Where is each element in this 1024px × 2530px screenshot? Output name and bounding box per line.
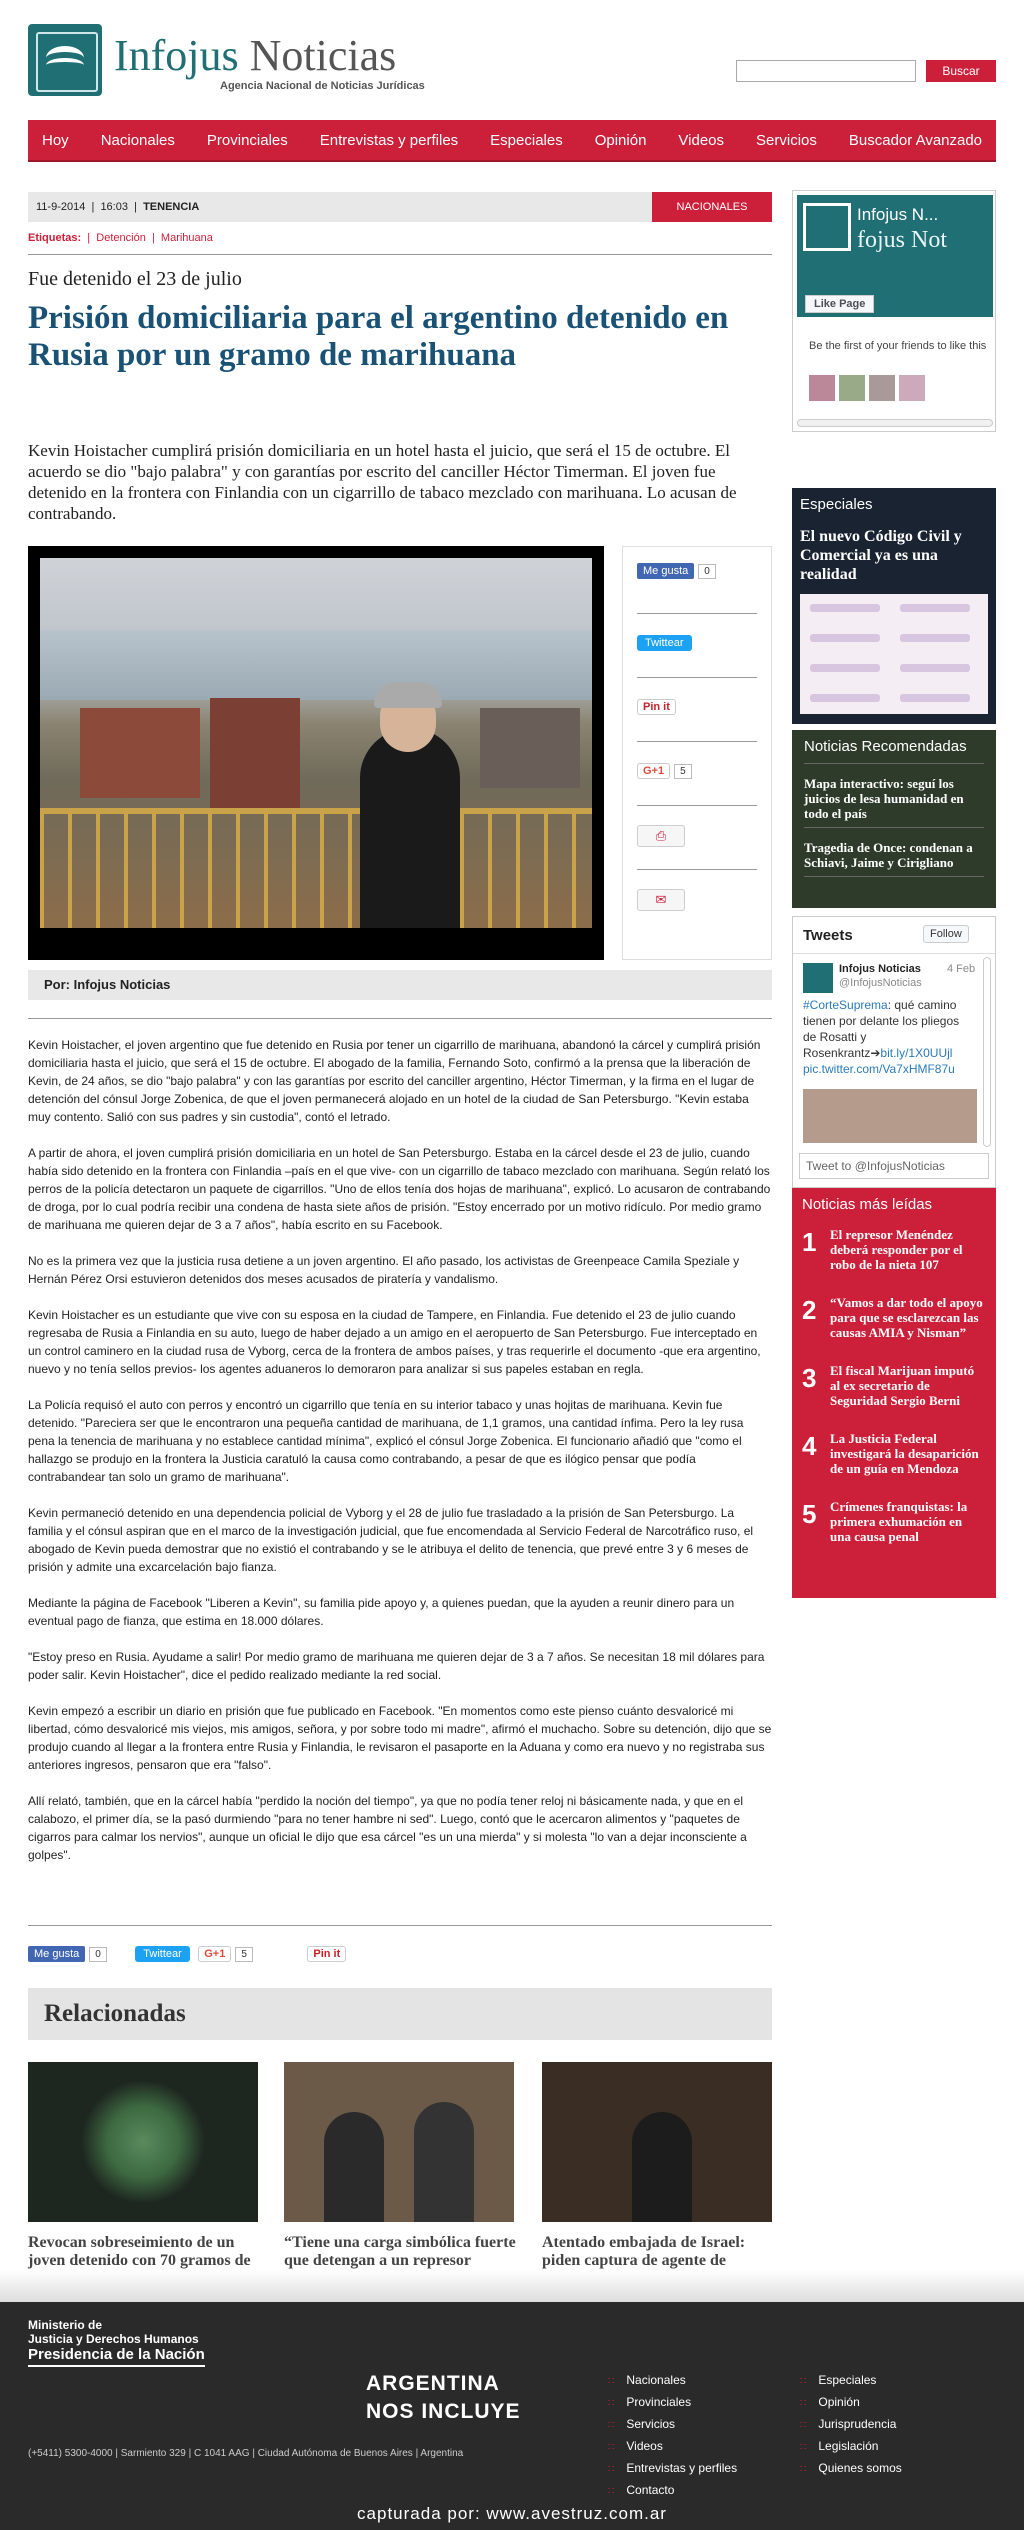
tweet-link[interactable]: bit.ly/1X0UUjl (880, 1046, 953, 1060)
body-paragraph: Mediante la página de Facebook "Liberen a Kevin", su familia pide apoyo y, a quienes puedan, que la ayuden a reunir dinero para un eventual pago de fianza, que estima en 18.000 dólares. (28, 1596, 735, 1628)
article-kicker: Fue detenido el 23 de julio (28, 268, 242, 290)
twitter-share-button[interactable]: Twittear (135, 1946, 190, 1962)
footer-link[interactable]: ∷ Nacionales (608, 2370, 737, 2392)
footer-address: (+5411) 5300-4000 | Sarmiento 329 | C 1041 AAG | Ciudad Autónoma de Buenos Aires | Argentina (28, 2448, 464, 2459)
bottom-share-bar (28, 1944, 772, 1968)
most-read-item[interactable] (802, 1363, 986, 1417)
divider (28, 254, 772, 255)
fb-like-button[interactable]: Me gusta (637, 563, 694, 579)
article-lead: Kevin Hoistacher cumplirá prisión domiciliaria en un hotel hasta el juicio, que será el 15 de octubre. El acuerdo se dio "bajo palabra" y con garantías por escrito del canciller Héctor Timerman. El joven fue detenido en la frontera con Finlandia con un cigarrillo de tabaco mezclado con marihuana. Lo acusan de contrabando. (28, 441, 737, 523)
twitter-follow-button[interactable]: Follow (923, 925, 969, 943)
tags: Etiquetas: | Detención | Marihuana (28, 232, 213, 244)
footer-links-2 (800, 2370, 902, 2480)
especiales-heading: Especiales (800, 496, 873, 513)
presidencia-logo[interactable]: Presidencia de la Nación (28, 2346, 205, 2367)
related-image[interactable] (542, 2062, 772, 2222)
email-icon[interactable]: ✉ (637, 889, 685, 911)
fb-page-name[interactable]: Infojus N... (857, 205, 939, 224)
nav-item-entrevistas[interactable]: Entrevistas y perfiles (319, 131, 459, 149)
footer-link[interactable]: ∷ Videos (608, 2436, 737, 2458)
footer-links-1 (608, 2370, 737, 2502)
recommended-item[interactable]: Tragedia de Once: condenan a Schiavi, Jaime y Cirigliano (804, 840, 984, 877)
divider (28, 1018, 772, 1019)
tweets-scrollbar[interactable] (983, 957, 991, 1147)
especiales-title[interactable]: El nuevo Código Civil y Comercial ya es una realidad (800, 528, 962, 583)
footer-link[interactable]: ∷ Contacto (608, 2480, 737, 2502)
nav-item-buscador[interactable]: Buscador Avanzado (848, 131, 983, 149)
footer-link[interactable]: ∷ Quienes somos (800, 2458, 902, 2480)
meta-time: 16:03 (100, 201, 128, 213)
body-paragraph: A partir de ahora, el joven cumplirá prisión domiciliaria en un hotel de San Petersburgo. Estaba en la cárcel desde el 23 de julio, cuando había sido detenido en la frontera con Finlandia –país en el que vive- con un cigarrillo de tabaco mezclado con marihuana. Según relató los perros de la policía detectaron un paquete de cigarrillos. "Uno de ellos tenía dos hojas de marihuana", explicó. Lo acusaron de contrabando de droga, por lo cual podría recibir una condena de hasta siete años de prisión. "Estoy encerrado por un motivo ridículo. Por medio gramo de marihuana me quieren dejar de 3 a 7 años", había escrito en su Facebook. (28, 1146, 771, 1232)
most-read-title[interactable]: El represor Menéndez deberá responder por el robo de la nieta 107 (830, 1227, 963, 1272)
footer-shadow (0, 2270, 1024, 2302)
fb-like-button[interactable]: Me gusta (28, 1946, 85, 1962)
body-paragraph: Kevin empezó a escribir un diario en prisión que fue publicado en Facebook. "En momentos como este pienso cuánto desvaloricé mi libertad, cómo desvaloricé mis viejos, mis amigos, señora, y por sobre todo mi madre", afirmó el muchacho. Sobre su detención, dijo que se produjo cuando al llegar a la frontera entre Rusia y Finlandia, le revisaron el pasaporte en la Aduana y como era nuevo y no registraba sus anteriores ingresos, pensaron que era "falso". (28, 1704, 772, 1772)
gp-count: 5 (235, 1947, 253, 1962)
logo-title: Infojus Noticias (114, 31, 397, 80)
most-read-rank: 1 (802, 1227, 817, 1257)
most-read-title[interactable]: “Vamos a dar todo el apoyo para que se esclarezcan las causas AMIA y Nisman” (830, 1295, 983, 1340)
nav-item-especiales[interactable]: Especiales (490, 131, 563, 149)
fb-cover[interactable] (797, 195, 993, 317)
most-read-rank: 2 (802, 1295, 817, 1325)
most-read-heading: Noticias más leídas (802, 1196, 933, 1213)
ministry-logo[interactable]: Ministerio de Justicia y Derechos Humanos (28, 2318, 199, 2346)
body-paragraph: No es la primera vez que la justicia rusa detiene a un joven argentino. El año pasado, los activistas de Greenpeace Camila Speziale y Hernán Pérez Orsi estuvieron detenidos dos meses acusados de piratería y vandalismo. (28, 1254, 740, 1286)
most-read-box (792, 1188, 996, 1598)
most-read-rank: 4 (802, 1431, 817, 1461)
footer-link[interactable]: ∷ Legislación (800, 2436, 902, 2458)
search-button[interactable]: Buscar (926, 60, 996, 82)
tweet-body: : qué camino tienen por delante los pliegos de Rosatti y Rosenkrantz➔ (803, 998, 960, 1060)
byline: Por: Infojus Noticias (28, 970, 772, 1000)
body-paragraph: La Policía requisó el auto con perros y encontró un cigarrillo que tenía en su interior tabaco y unas hojitas de marihuana. Kevin fue detenido. "Pareciera ser que le encontraron una pequeña cantidad de marihuana, de 1,1 gramos, una cantidad ínfima. Pero la ley rusa pena la tenencia de marihuana y no establece cantidad mínima", explicó el cónsul Jorge Zobenica. El funcionario añadió que "como el hallazgo se produjo en la frontera la Justicia caratuló la causa como contrabando, a pesar de que es ilógico pensar que podía contrabandear tan solo un gramo de marihuana". (28, 1398, 744, 1484)
most-read-rank: 5 (802, 1499, 817, 1529)
body-paragraph: Kevin permaneció detenido en una dependencia policial de Vyborg y el 28 de julio fue trasladado a la prisión de San Petersburgo. La familia y el cónsul aspiran que en el marco de la investigación judicial, que fue encomendada al Servicio Federal de Narcotráfico ruso, el abogado de Kevin pueda demostrar que no existió el contrabando y se le atribuya el delito de tenencia, que prevé entre 3 y 6 meses de prisión y admite una excarcelación bajo fianza. (28, 1506, 754, 1574)
most-read-title[interactable]: Crímenes franquistas: la primera exhumación en una causa penal (830, 1499, 968, 1544)
most-read-rank: 3 (802, 1363, 817, 1393)
tweet-to-input[interactable]: Tweet to @InfojusNoticias (799, 1153, 989, 1179)
article-photo[interactable] (28, 546, 604, 960)
related-title[interactable]: Revocan sobreseimiento de un joven detenido con 70 gramos de (28, 2234, 251, 2269)
related-heading: Relacionadas (28, 1988, 772, 2040)
tweet-handle[interactable]: @InfojusNoticias (839, 977, 922, 989)
related-title[interactable]: “Tiene una carga simbólica fuerte que detengan a un represor (284, 2234, 516, 2269)
capture-caption: capturada por: www.avestruz.com.ar (357, 2504, 667, 2523)
related-image[interactable] (28, 2062, 258, 2222)
article-title: Prisión domiciliaria para el argentino detenido en Rusia por un gramo de marihuana (28, 300, 729, 373)
google-plus-button[interactable]: G+1 (198, 1946, 231, 1962)
fb-friends-text: Be the first of your friends to like this (809, 340, 987, 352)
tweet-avatar[interactable] (803, 963, 833, 993)
nav-item-videos[interactable]: Videos (678, 131, 725, 149)
print-icon[interactable]: ⎙ (637, 825, 685, 847)
meta-date: 11-9-2014 (36, 201, 86, 213)
nav-item-servicios[interactable]: Servicios (756, 131, 817, 149)
twitter-share-button[interactable]: Twittear (637, 635, 692, 651)
tweet-image[interactable] (803, 1089, 977, 1143)
tweet-hashtag[interactable]: #CorteSuprema (803, 998, 888, 1012)
google-plus-button[interactable]: G+1 (637, 763, 670, 779)
footer-link[interactable]: ∷ Jurisprudencia (800, 2414, 902, 2436)
article-meta: 11-9-2014 | 16:03 | TENENCIA NACIONALES (28, 192, 772, 222)
footer-link[interactable]: ∷ Entrevistas y perfiles (608, 2458, 737, 2480)
body-paragraph: "Estoy preso en Rusia. Ayudame a salir! Por medio gramo de marihuana me quieren dejar de 3 a 7 años. Se necesitan 18 mil dólares para poder salir. Kevin Hoistacher", dice el pedido realizado mediante la red social. (28, 1650, 765, 1682)
fb-like-count: 0 (89, 1947, 107, 1962)
article-body (28, 1036, 772, 1882)
fb-friend-avatars (809, 375, 929, 406)
main-nav (28, 120, 996, 162)
tweet-date[interactable]: 4 Feb (947, 963, 976, 975)
tweet-text (803, 997, 973, 1077)
meta-topic: TENENCIA (143, 201, 200, 213)
section-badge[interactable]: NACIONALES (652, 192, 772, 222)
search-input[interactable] (736, 60, 916, 82)
share-column (622, 546, 772, 960)
most-read-title[interactable]: El fiscal Marijuan imputó al ex secretario de Seguridad Sergio Berni (830, 1363, 975, 1408)
most-read-item[interactable] (802, 1227, 986, 1281)
especiales-box[interactable] (792, 488, 996, 724)
pinterest-button[interactable]: Pin it (637, 699, 676, 715)
tag-link[interactable]: Detención (96, 232, 146, 244)
fb-scrollbar[interactable] (797, 419, 993, 427)
most-read-title[interactable]: La Justicia Federal investigará la desaparición de un guía en Mendoza (830, 1431, 979, 1476)
nav-item-nacionales[interactable]: Nacionales (100, 131, 175, 149)
body-paragraph: Kevin Hoistacher, el joven argentino que fue detenido en Rusia por tener un cigarrillo de marihuana, abandonó la cárcel y cumplirá prisión domiciliaria hasta el juicio, que será el 15 de octubre. El abogado de la familia, Fernando Soto, confirmó a la prensa que la liberación de Kevin, de 24 años, se dio "bajo palabra" y con las garantías por escrito del canciller argentino, Héctor Timerman, y la firma en el lugar de detención del cónsul Jorge Zobenica, de que el joven permanecerá alojado en un hotel de la ciudad de San Petersburgo. "Kevin estaba muy contento. Salió con sus padres y sin custodia", contó el letrado. (28, 1038, 761, 1124)
nav-item-opinion[interactable]: Opinión (594, 131, 647, 149)
tweet-pic-link[interactable]: pic.twitter.com/Va7xHMF87u (803, 1062, 955, 1076)
logo-subtitle: Agencia Nacional de Noticias Jurídicas (220, 80, 425, 92)
related-title[interactable]: Atentado embajada de Israel: piden captura de agente de (542, 2234, 746, 2269)
fb-like-page-button[interactable]: Like Page (805, 295, 874, 313)
divider (28, 1925, 772, 1926)
logo-icon (28, 24, 102, 96)
recommended-box (792, 730, 996, 908)
argentina-logo[interactable]: ARGENTINA NOS INCLUYE (366, 2372, 521, 2423)
especiales-image[interactable] (800, 594, 988, 714)
pinterest-button[interactable]: Pin it (307, 1946, 346, 1962)
recommended-item[interactable]: Mapa interactivo: seguí los juicios de lesa humanidad en todo el país (804, 776, 984, 828)
footer-link[interactable]: ∷ Servicios (608, 2414, 737, 2436)
nav-item-hoy[interactable]: Hoy (42, 131, 69, 149)
tweet-author[interactable]: Infojus Noticias (839, 963, 921, 975)
body-paragraph: Kevin Hoistacher es un estudiante que vive con su esposa en la ciudad de Tampere, en Finlandia. Fue detenido el 23 de julio cuando regresaba de Rusia a Finlandia en su auto, luego de haber dejado a un amigo en el aeropuerto de San Petersburgo. Fue interceptado en un control caminero en la ciudad rusa de Vyborg, cerca de la frontera de ambos países, y tras requerirle el documento -que era argentino, nuevo y no tenía sellos previos- los agentes aduaneros lo demoraron para analizar si sus papeles estaban en regla. (28, 1308, 761, 1376)
tag-link[interactable]: Marihuana (160, 232, 213, 244)
fb-like-widget[interactable] (637, 561, 716, 579)
body-paragraph: Allí relató, también, que en la cárcel había "perdido la noción del tiempo", ya que no podía tener reloj ni básicamente nada, y que en el calabozo, el primer día, se la pasó durmiendo "para no tener hambre ni sed". Luego, contó que le acercaron alimentos y "paquetes de cigarros para calmar los nervios", aunque un oficial le dijo que esa cárcel "es un una mierda" y si molesta "lo van a dejar inconsciente a golpes". (28, 1794, 747, 1862)
most-read-item[interactable] (802, 1431, 986, 1485)
footer-link[interactable]: ∷ Especiales (800, 2370, 902, 2392)
nav-item-provinciales[interactable]: Provinciales (206, 131, 288, 149)
tags-label: Etiquetas: (28, 232, 82, 244)
footer-link[interactable]: ∷ Opinión (800, 2392, 902, 2414)
tweets-heading: Tweets (803, 927, 853, 944)
most-read-item[interactable] (802, 1499, 986, 1553)
fb-like-count: 0 (698, 564, 716, 579)
recommended-heading: Noticias Recomendadas (804, 738, 984, 764)
fb-cover-text: fojus Not (857, 227, 947, 253)
most-read-item[interactable] (802, 1295, 986, 1349)
gp-count: 5 (674, 764, 692, 779)
twitter-widget (792, 916, 996, 1188)
footer-link[interactable]: ∷ Provinciales (608, 2392, 737, 2414)
site-logo[interactable] (28, 22, 425, 102)
photo-image (40, 558, 592, 928)
related-image[interactable] (284, 2062, 514, 2222)
facebook-page-widget (792, 190, 996, 432)
